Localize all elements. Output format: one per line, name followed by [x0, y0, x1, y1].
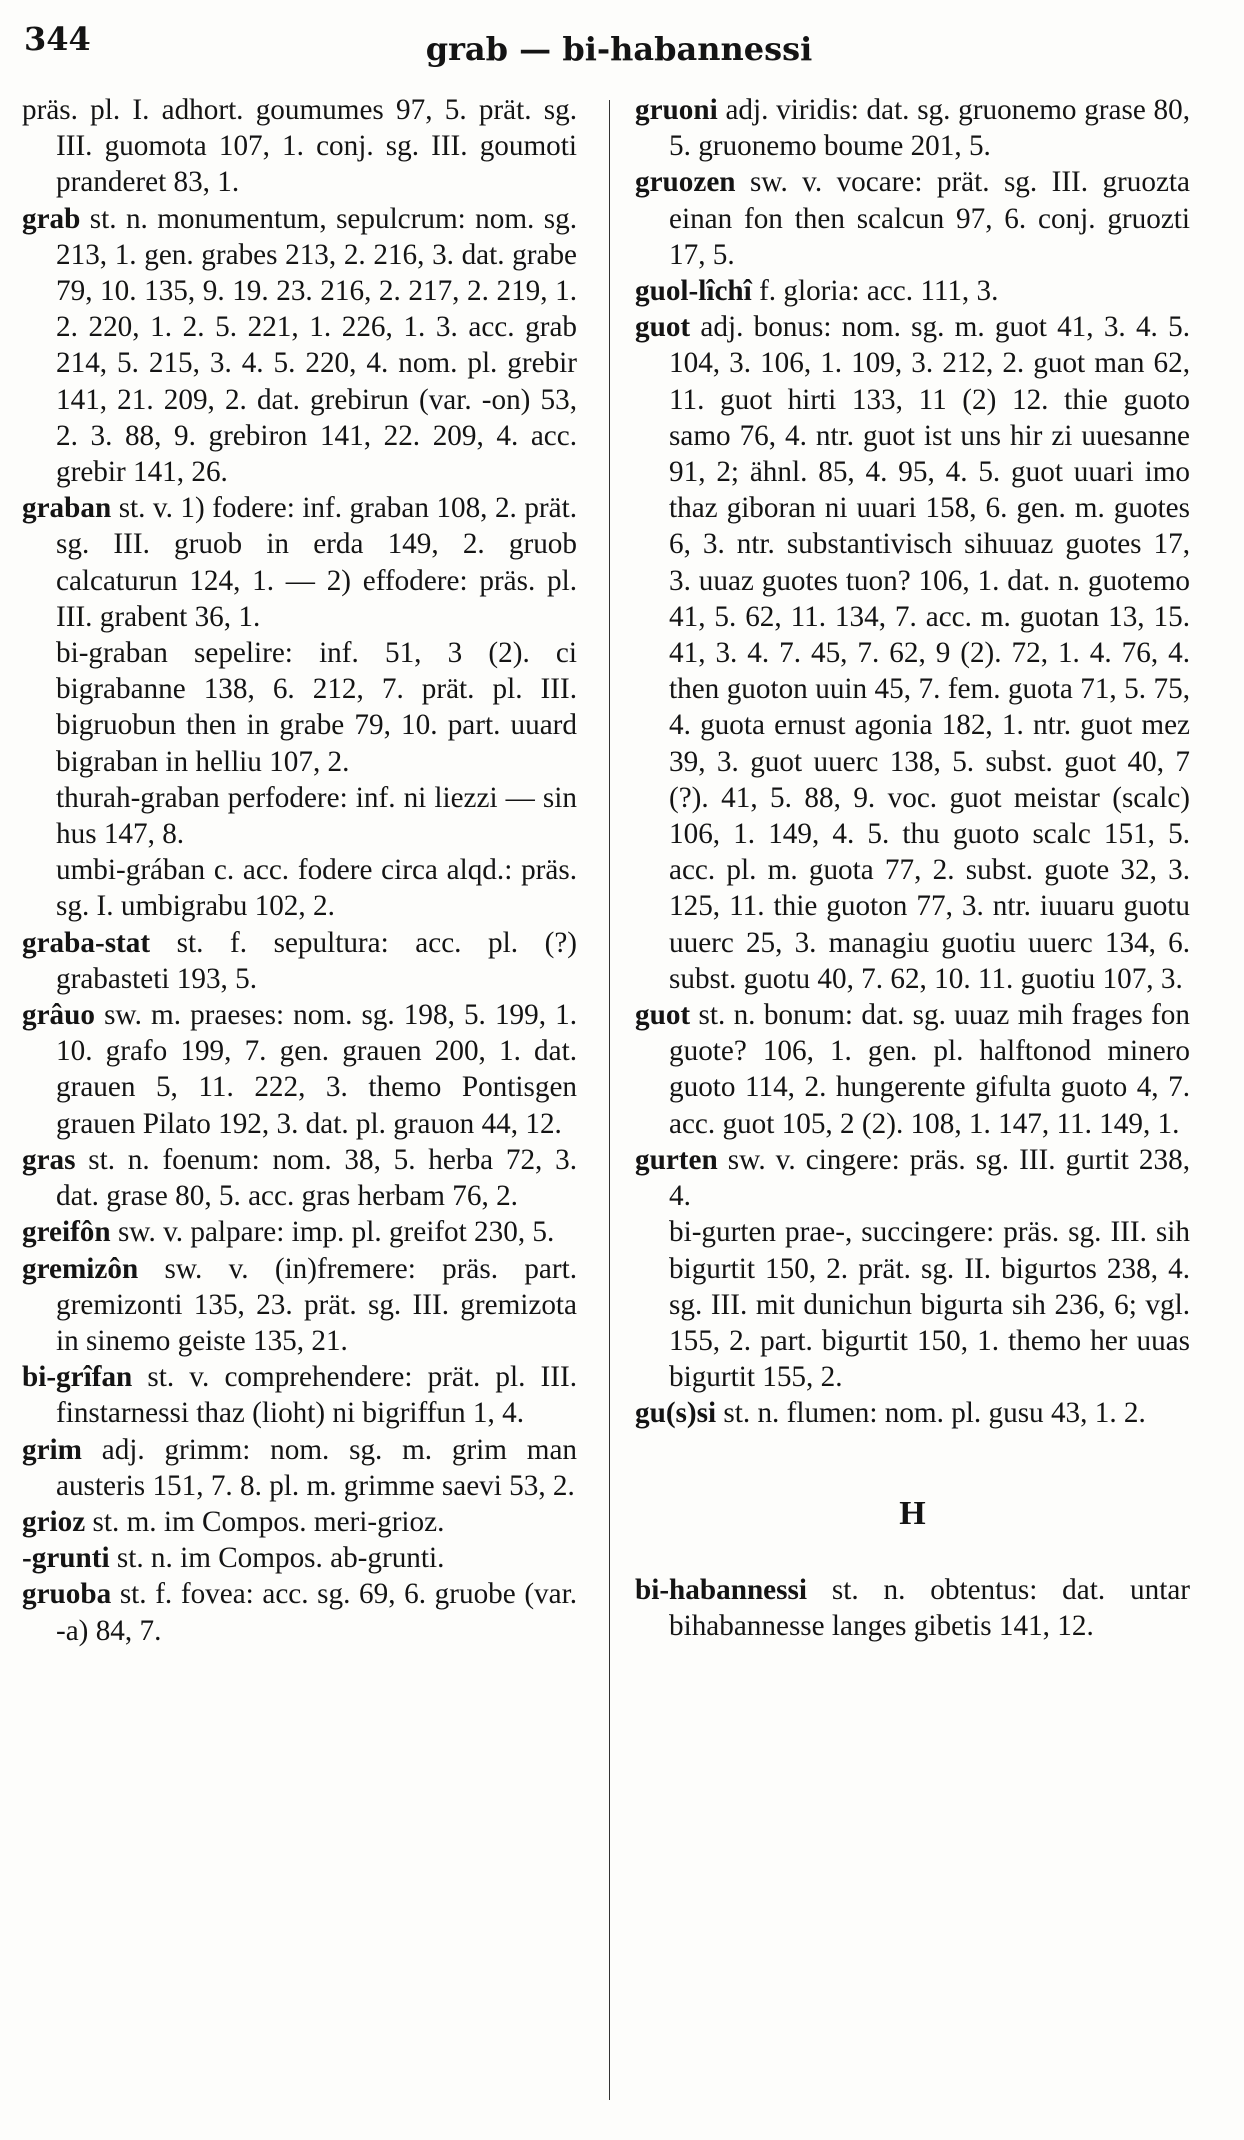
- dictionary-entry: [635, 1214, 1190, 1395]
- entry-lemma: graba-stat: [22, 926, 151, 959]
- entry-text: sw. v. palpare: imp. pl. greifot 230, 5.: [117, 1216, 555, 1249]
- dictionary-entry: [22, 1214, 577, 1250]
- entry-text: st. n. foenum: nom. 38, 5. herba 72, 3. dat. grase 80, 5. acc. gras herbam 76, 2.: [56, 1143, 578, 1213]
- dictionary-entry: [22, 780, 577, 852]
- dictionary-entry: [635, 1142, 1190, 1214]
- dictionary-entry: [22, 1504, 577, 1540]
- entry-text: umbi-grában c. acc. fodere circa alqd.: präs. sg. I. umbigrabu 102, 2.: [56, 854, 577, 923]
- entry-lemma: gruoba: [22, 1578, 112, 1611]
- dictionary-entry: [22, 925, 577, 997]
- dictionary-entry: [22, 1359, 577, 1431]
- dictionary-entry: [635, 92, 1190, 164]
- entry-text: st. n. flumen: nom. pl. gusu 43, 1. 2.: [723, 1397, 1146, 1430]
- entry-lemma: grim: [22, 1433, 82, 1466]
- entry-text: thurah-graban perfodere: inf. ni liezzi — sin hus 147, 8.: [56, 781, 577, 851]
- entry-lemma: bi-habannessi: [635, 1573, 807, 1606]
- entry-text: st. m. im Compos. meri-grioz.: [92, 1505, 445, 1538]
- entry-text: sw. v. vocare: prät. sg. III. gruozta einan fon then scalcun 97, 6. conj. gruozti 17, 5.: [669, 166, 1190, 271]
- entry-lemma: gurten: [635, 1143, 718, 1176]
- dictionary-entry: [22, 635, 577, 780]
- entry-lemma: -grunti: [22, 1542, 110, 1575]
- dictionary-entry: [22, 852, 577, 924]
- running-head: grab — bi-habannessi: [425, 30, 813, 68]
- dictionary-entry: [635, 1395, 1190, 1431]
- right-column-entries: [635, 92, 1190, 1432]
- dictionary-entry: [22, 1576, 577, 1648]
- entry-text: st. n. bonum: dat. sg. uuaz mih frages fon guote? 106, 1. gen. pl. halftonod minero guoto 114, 2. hungerente gifulta guoto 4, 7. acc. guot 105, 2 (2). 108, 1. 147, 11. 149, 1.: [669, 999, 1190, 1140]
- left-column: [22, 92, 577, 1649]
- entry-text: st. v. comprehendere: prät. pl. III. finstarnessi thaz (lioht) ni bigriffun 1, 4.: [56, 1361, 577, 1430]
- dictionary-entry: [22, 1251, 577, 1360]
- entry-lemma: bi-grîfan: [22, 1361, 133, 1394]
- dictionary-entry: [22, 201, 577, 491]
- entry-lemma: greifôn: [22, 1216, 111, 1249]
- entry-lemma: grâuo: [22, 999, 95, 1032]
- dictionary-entry: [22, 1142, 577, 1214]
- entry-lemma: grioz: [22, 1505, 86, 1538]
- entry-text: st. f. fovea: acc. sg. 69, 6. gruobe (var. -a) 84, 7.: [56, 1578, 578, 1647]
- page-header: [24, 14, 1214, 74]
- entry-text: präs. pl. I. adhort. goumumes 97, 5. prät. sg. III. guomota 107, 1. conj. sg. III. goumoti pranderet 83, 1.: [22, 94, 577, 199]
- section-letter: H: [899, 1494, 926, 1532]
- dictionary-entry: [635, 164, 1190, 273]
- right-column: [635, 92, 1190, 1644]
- entry-lemma: gras: [22, 1143, 76, 1176]
- section-entries: [635, 1572, 1190, 1644]
- entry-text: adj. grimm: nom. sg. m. grim man austeris 151, 7. 8. pl. m. grimme saevi 53, 2.: [56, 1433, 577, 1502]
- entry-lemma: gruozen: [635, 166, 736, 199]
- entry-lemma: guol-lîchî: [635, 275, 752, 308]
- entry-text: bi-graban sepelire: inf. 51, 3 (2). ci bigrabanne 138, 6. 212, 7. prät. pl. III. bigruobun then in grabe 79, 10. part. uuard bigraban in helliu 107, 2.: [56, 637, 577, 778]
- entry-text: st. f. sepultura: acc. pl. (?) grabasteti 193, 5.: [56, 926, 577, 995]
- dictionary-entry: [635, 997, 1190, 1142]
- entry-text: bi-gurten prae-, succingere: präs. sg. III. sih bigurtit 150, 2. prät. sg. II. bigurtos 238, 4. sg. III. mit dunichun bigurta sih 236, 6; vgl. 155, 2. part. bigurtit 150, 1. themo her uuas bigurtit 155, 2.: [669, 1216, 1190, 1394]
- entry-lemma: grab: [22, 202, 81, 235]
- entry-text: sw. v. (in)fremere: präs. part. gremizonti 135, 23. prät. sg. III. gremizota in sinemo geiste 135, 21.: [56, 1252, 577, 1357]
- entry-lemma: gremizôn: [22, 1252, 139, 1285]
- entry-text: adj. bonus: nom. sg. m. guot 41, 3. 4. 5. 104, 3. 106, 1. 109, 3. 212, 2. guot man 62, 11. guot hirti 133, 11 (2) 12. thie guoto samo 76, 4. ntr. guot ist uns hir zi uuesanne 91, 2; ähnl. 85, 4. 95, 4. 5. guot uuari imo thaz giboran ni uuari 158, 6. gen. m. guotes 6, 3. ntr. substantivisch sihuuaz guotes 17, 3. uuaz guotes tuon? 106, 1. dat. n. guotemo 41, 5. 62, 11. 134, 7. acc. m. guotan 13, 15. 41, 3. 4. 7. 45, 7. 62, 9 (2). 72, 1. 4. 76, 4. then guoton uuin 45, 7. fem. guota 71, 5. 75, 4. guota ernust agonia 182, 1. ntr. guot mez 39, 3. guot uuerc 138, 5. subst. guot 40, 7 (?). 41, 5. 88, 9. voc. guot meistar (scalc) 106, 1. 149, 4. 5. thu guoto scalc 151, 5. acc. pl. m. guota 77, 2. subst. guote 32, 3. 125, 11. thie guoton 77, 3. ntr. iuuaru guotu uuerc 25, 3. managiu guotiu uuerc 134, 6. subst. guotu 40, 7. 62, 10. 11. guotiu 107, 3.: [669, 311, 1191, 995]
- entry-lemma: gu(s)si: [635, 1397, 717, 1430]
- entry-lemma: gruoni: [635, 94, 718, 126]
- dictionary-entry: [22, 1540, 577, 1576]
- column-divider: [609, 100, 610, 2100]
- entry-text: sw. v. cingere: präs. sg. III. gurtit 238, 4.: [669, 1143, 1191, 1213]
- entry-text: adj. viridis: dat. sg. gruonemo grase 80, 5. gruonemo boume 201, 5.: [669, 94, 1190, 163]
- entry-lemma: graban: [22, 492, 112, 525]
- entry-text: f. gloria: acc. 111, 3.: [759, 275, 999, 308]
- dictionary-entry: [635, 309, 1190, 997]
- entry-text: st. n. monumentum, sepulcrum: nom. sg. 213, 1. gen. grabes 213, 2. 216, 3. dat. grabe 79, 10. 135, 9. 19. 23. 216, 2. 217, 2. 219, 1. 2. 220, 1. 2. 5. 221, 1. 226, 1. 3. acc. grab 214, 5. 215, 3. 4. 5. 220, 4. nom. pl. grebir 141, 21. 209, 2. dat. grebirun (var. -on) 53, 2. 3. 88, 9. grebiron 141, 22. 209, 4. acc. grebir 141, 26.: [56, 202, 577, 489]
- entry-text: sw. m. praeses: nom. sg. 198, 5. 199, 1. 10. grafo 199, 7. gen. grauen 200, 1. dat. grauen 5, 11. 222, 3. themo Pontisgen grauen Pilato 192, 3. dat. pl. grauon 44, 12.: [56, 999, 578, 1140]
- dictionary-entry: [22, 997, 577, 1142]
- entry-text: st. n. obtentus: dat. untar bihabannesse langes gibetis 141, 12.: [669, 1573, 1190, 1642]
- page-number: 344: [24, 20, 91, 58]
- dictionary-entry: [22, 490, 577, 635]
- dictionary-entry: [635, 273, 1190, 309]
- dictionary-entry: [635, 1572, 1190, 1644]
- entry-text: st. v. 1) fodere: inf. graban 108, 2. prät. sg. III. gruob in erda 149, 2. gruob calcaturun 124, 1. — 2) effodere: präs. pl. III. grabent 36, 1.: [56, 492, 577, 633]
- dictionary-entry: [22, 1432, 577, 1504]
- entry-lemma: guot: [635, 999, 691, 1032]
- entry-lemma: guot: [635, 311, 691, 344]
- dictionary-entry: [22, 92, 577, 201]
- entry-text: st. n. im Compos. ab-grunti.: [116, 1542, 445, 1575]
